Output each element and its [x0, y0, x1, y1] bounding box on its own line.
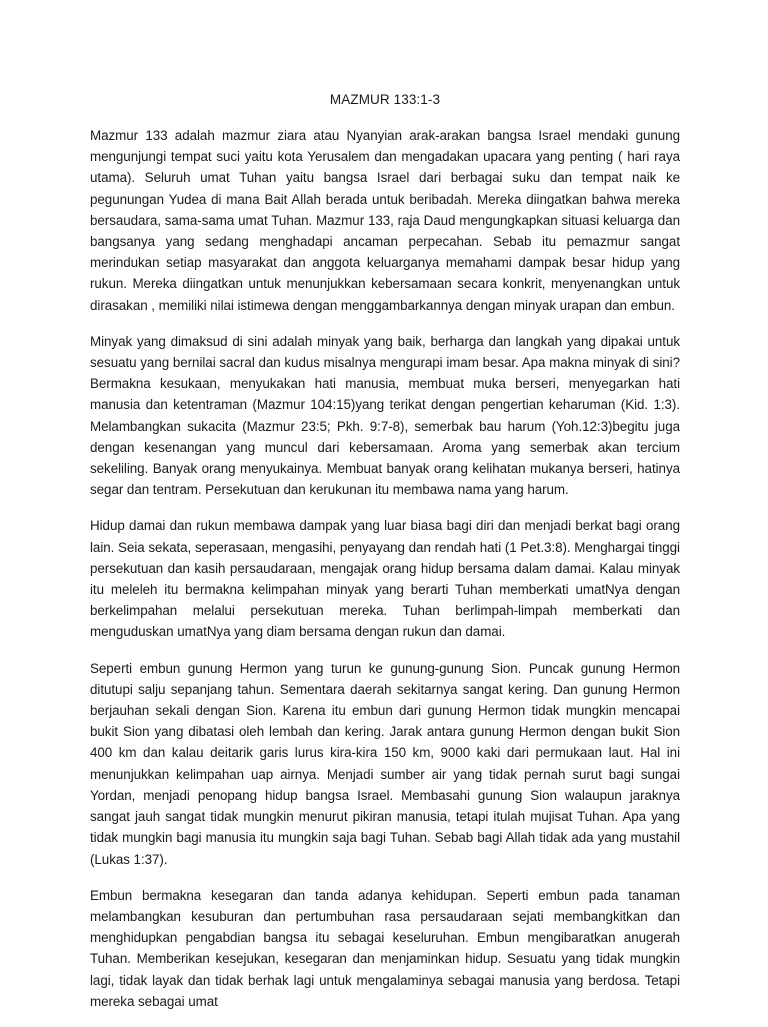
paragraph-1: Mazmur 133 adalah mazmur ziara atau Nyanyian arak-arakan bangsa Israel mendaki gunung mengunjungi tempat suci yaitu kota Yerusalem dan mengadakan upacara yang penting ( hari raya utama). Seluruh umat Tuhan yaitu bangsa Israel dari berbagai suku dan tempat naik ke pegunungan Yudea di mana Bait Allah berada untuk beribadah. Mereka diingatkan bahwa mereka bersaudara, sama-sama umat Tuhan. Mazmur 133, raja Daud mengungkapkan situasi keluarga dan bangsanya yang sedang menghadapi ancaman perpecahan. Sebab itu pemazmur sangat merindukan setiap masyarakat dan anggota keluarganya memahami dampak besar hidup yang rukun. Mereka diingatkan untuk menunjukkan kebersamaan secara konkrit, menyenangkan untuk dirasakan , memiliki nilai istimewa dengan menggambarkannya dengan minyak urapan dan embun.: [90, 128, 680, 313]
paragraph-5: Embun bermakna kesegaran dan tanda adanya kehidupan. Seperti embun pada tanaman melambangkan kesuburan dan pertumbuhan rasa persaudaraan sejati membangkitkan dan menghidupkan pengabdian bangsa itu sebagai keseluruhan. Embun mengibaratkan anugerah Tuhan. Memberikan kesejukan, kesegaran dan menjaminkan hidup. Sesuatu yang tidak mungkin lagi, tidak layak dan tidak berhak lagi untuk mengalaminya sebagai manusia yang berdosa. Tetapi mereka sebagai umat: [90, 887, 680, 1009]
paragraph-4: Seperti embun gunung Hermon yang turun ke gunung-gunung Sion. Puncak gunung Hermon ditutupi salju sepanjang tahun. Sementara daerah sekitarnya sangat kering. Dan gunung Hermon berjauhan sekali dengan Sion. Karena itu embun dari gunung Hermon tidak mungkin mencapai bukit Sion yang dibatasi oleh lembah dan kering. Jarak antara gunung Hermon dengan bukit Sion 400 km dan kalau deitarik garis lurus kira-kira 150 km, 9000 kaki dari permukaan laut. Hal ini menunjukkan kelimpahan uap airnya. Menjadi sumber air yang tidak pernah surut bagi sungai Yordan, menjadi penopang hidup bangsa Israel. Membasahi gunung Sion walaupun jaraknya sangat jauh sangat tidak mungkin menurut pikiran manusia, tetapi itulah mujisat Tuhan. Apa yang tidak mungkin bagi manusia itu mungkin saja bagi Tuhan. Sebab bagi Allah tidak ada yang mustahil (Lukas 1:37).: [90, 660, 680, 867]
document-page: [90, 90, 680, 1027]
paragraph-2: Minyak yang dimaksud di sini adalah minyak yang baik, berharga dan langkah yang dipakai untuk sesuatu yang bernilai sacral dan kudus misalnya mengurapi imam besar. Apa makna minyak di sini? Bermakna kesukaan, menyukakan hati manusia, membuat muka berseri, menyegarkan hati manusia dan ketentraman (Mazmur 104:15)yang terikat dengan pengertian keharuman (Kid. 1:3). Melambangkan sukacita (Mazmur 23:5; Pkh. 9:7-8), semerbak bau harum (Yoh.12:3)begitu juga dengan kesenangan yang muncul dari kebersamaan. Aroma yang semerbak akan tercium sekeliling. Banyak orang menyukainya. Membuat banyak orang kelihatan mukanya berseri, hatinya segar dan tentram. Persekutuan dan kerukunan itu membawa nama yang harum.: [90, 333, 680, 498]
paragraph-3: Hidup damai dan rukun membawa dampak yang luar biasa bagi diri dan menjadi berkat bagi orang lain. Seia sekata, seperasaan, mengasihi, penyayang dan rendah hati (1 Pet.3:8). Menghargai tinggi persekutuan dan kasih persaudaraan, mengajak orang hidup bersama dalam damai. Kalau minyak itu meleleh itu bermakna kelimpahan minyak yang berarti Tuhan memberkati umatNya dengan berkelimpahan melalui persekutuan mereka. Tuhan berlimpah-limpah memberkati dan menguduskan umatNya yang diam bersama dengan rukun dan damai.: [90, 518, 680, 640]
document-title: MAZMUR 133:1-3: [329, 92, 441, 107]
